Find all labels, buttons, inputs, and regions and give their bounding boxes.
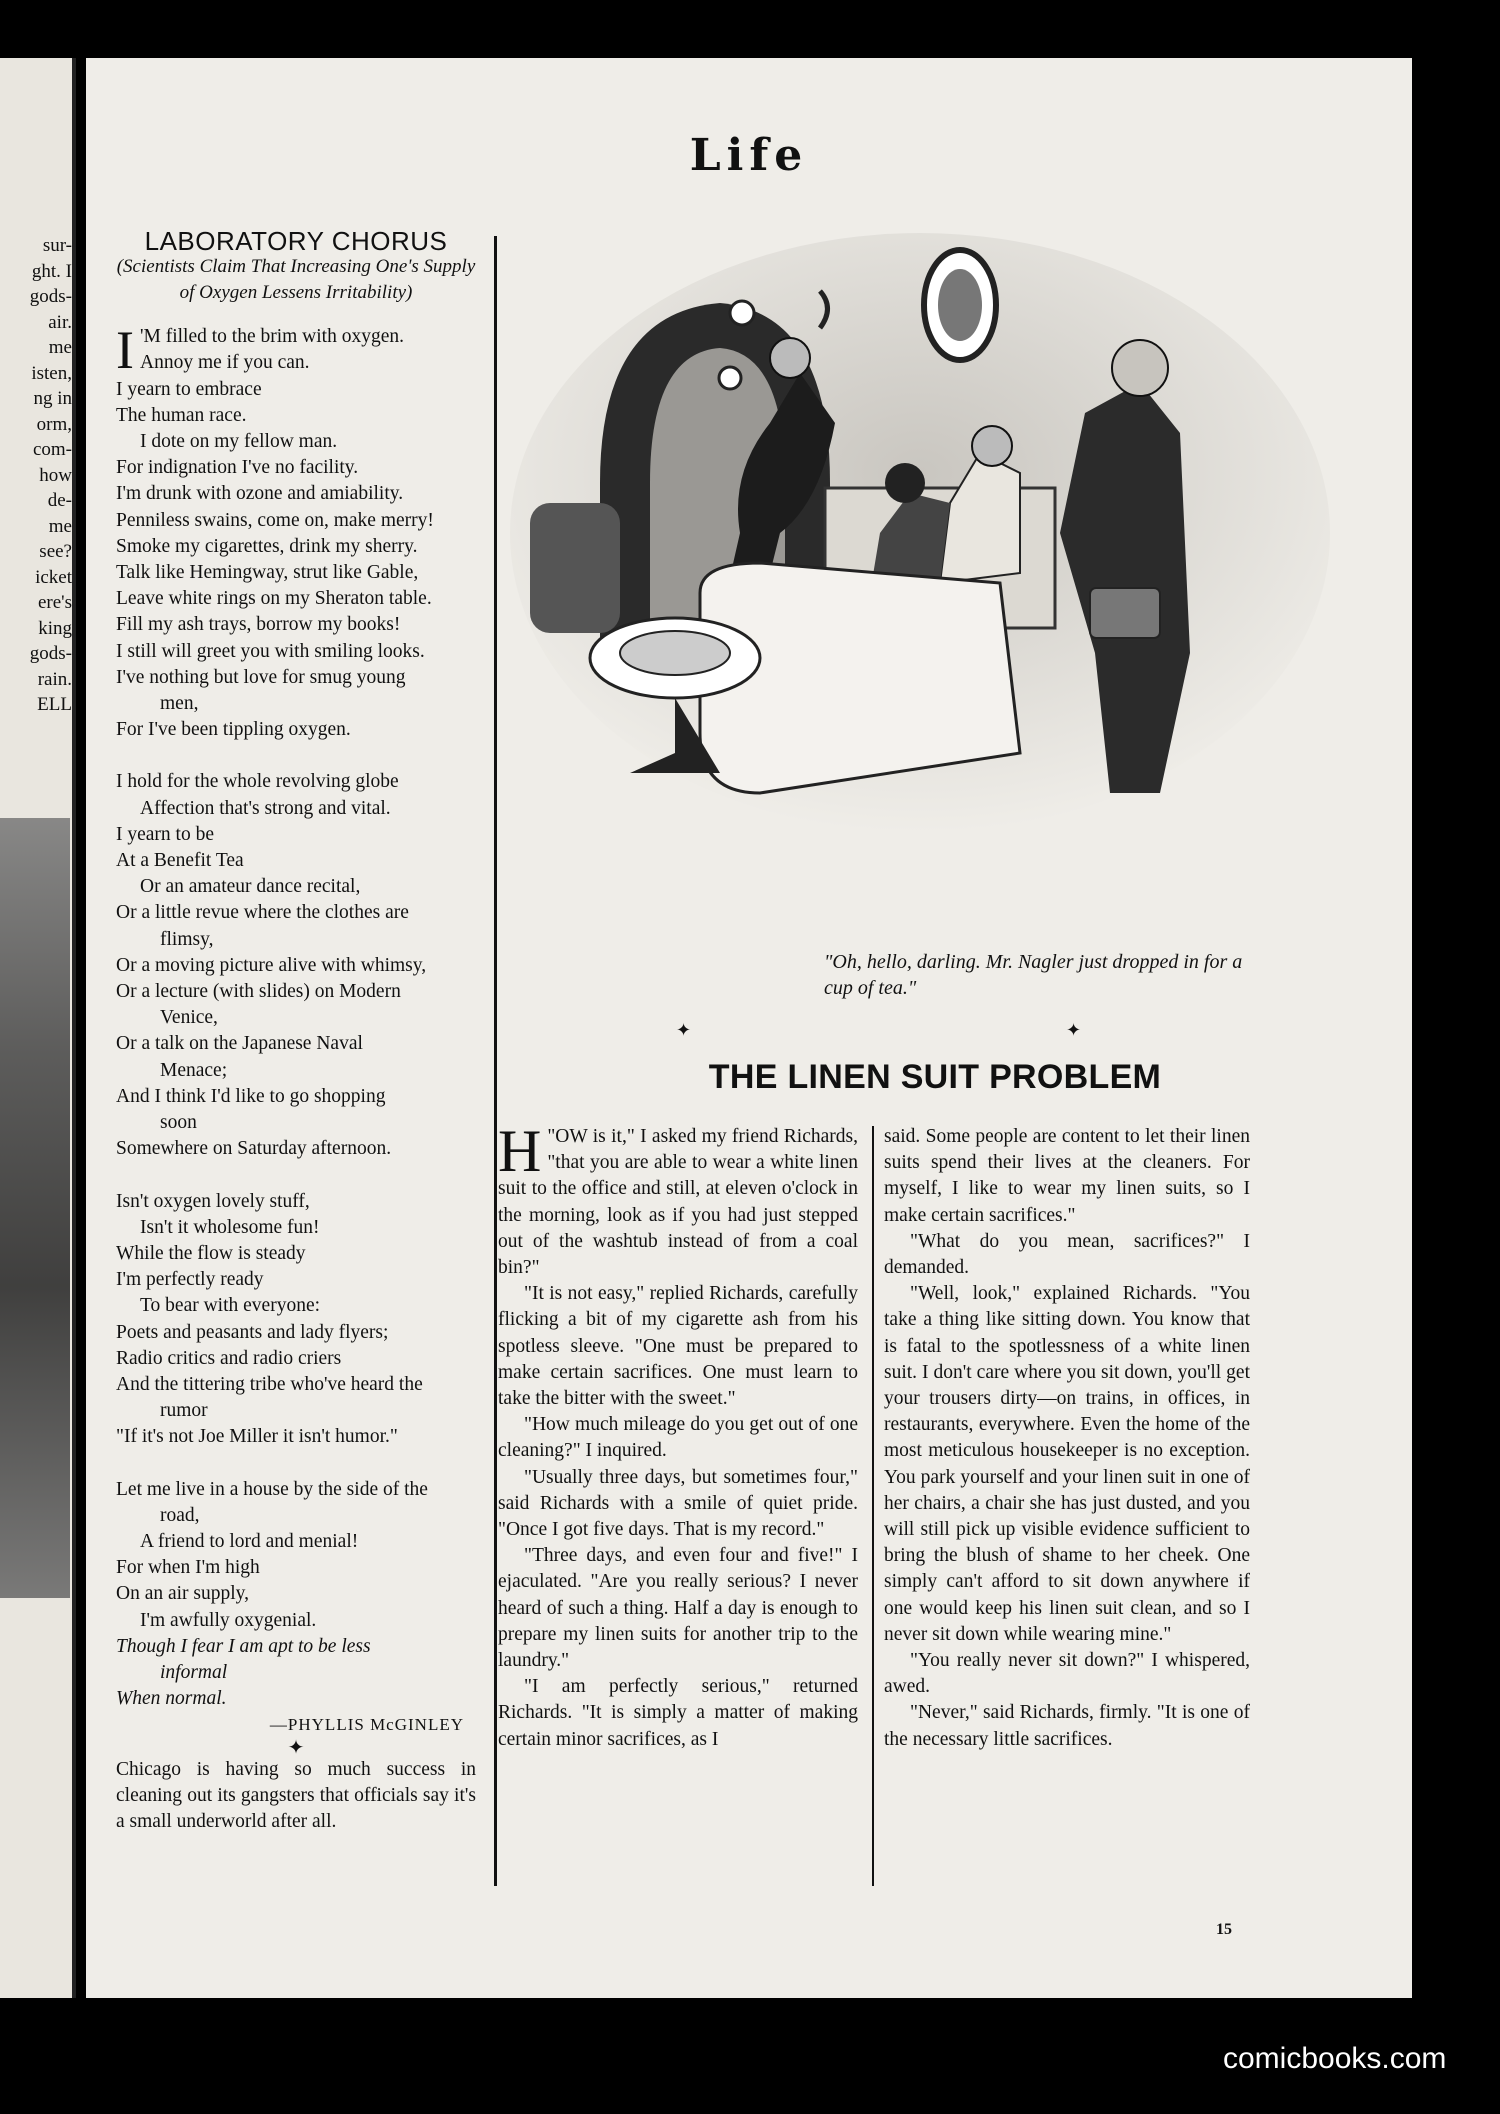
briefcase-icon xyxy=(1090,588,1160,638)
poem-line: I'm awfully oxygenial. xyxy=(140,1609,317,1631)
poem-line: Menace; xyxy=(160,1059,228,1081)
poem-line: I still will greet you with smiling looks. xyxy=(116,640,425,662)
poem-line: rumor xyxy=(160,1400,208,1422)
poem-line: To bear with everyone: xyxy=(140,1295,321,1317)
masthead: Life xyxy=(689,130,809,181)
drop-cap: I xyxy=(116,320,134,381)
article-paragraph: "Well, look," explained Richards. "You take a thing like sitting down. You know that is fatal to the spotlessness of a white linen suit. I don't care where you sit down, you'll get your trousers dirty—on trains, in offices, in restaurants, everywhere. Even the home of the most meticulous housekeeper is no exception. You park yourself and your linen suit in one of her chairs, a chair she has just dusted, and you will still pick up visible evidence sufficient to bring the blush of shame to her cheek. One simply can't afford to sit down anywhere if one would keep his linen suit clean, and so I never sit down while wearing mine." xyxy=(884,1283,1250,1645)
poem-line: I hold for the whole revolving globe xyxy=(116,771,399,793)
poem-line: I've nothing but love for smug young xyxy=(116,666,406,688)
fragment-line: ELL xyxy=(37,694,72,715)
poem-author: —PHYLLIS McGINLEY xyxy=(269,1715,464,1735)
poem-line: For indignation I've no facility. xyxy=(116,457,359,479)
poem-line: Isn't oxygen lovely stuff, xyxy=(116,1190,310,1212)
poem-line: Though I fear I am apt to be less xyxy=(116,1635,371,1657)
article-paragraph: "You really never sit down?" I whispered, awed. xyxy=(884,1650,1250,1698)
facing-page-edge xyxy=(0,58,76,1998)
facing-page-illustration xyxy=(0,818,70,1598)
article-title: THE LINEN SUIT PROBLEM xyxy=(708,1058,1162,1096)
article-paragraph: "I am perfectly serious," returned Richards. "It is simply a matter of making certain minor sacrifices, as I xyxy=(498,1676,858,1750)
fragment-line: ght. I xyxy=(31,260,72,282)
ornament: ✦ xyxy=(1066,1020,1082,1040)
article-paragraph xyxy=(498,1118,858,1281)
poem-line: "If it's not Joe Miller it isn't humor." xyxy=(116,1426,398,1448)
poem-subtitle: (Scientists Claim That Increasing One's Supply of Oxygen Lessens Irritability) xyxy=(116,256,476,304)
poem-line: I yearn to be xyxy=(116,823,214,845)
column-rule xyxy=(494,236,497,1886)
fragment-line: ere's xyxy=(37,592,72,613)
watermark: comicbooks.com xyxy=(1223,2042,1447,2075)
poem-line: Or a lecture (with slides) on Modern xyxy=(116,981,401,1003)
poem-line: Let me live in a house by the side of the xyxy=(116,1478,428,1500)
poem-line: Isn't it wholesome fun! xyxy=(140,1216,320,1238)
article-paragraph: "Never," said Richards, firmly. "It is one of the necessary little sacrifices. xyxy=(884,1702,1250,1750)
poem-line: And the tittering tribe who've heard the xyxy=(116,1373,423,1395)
poem-line: Leave white rings on my Sheraton table. xyxy=(116,588,432,610)
poem-line: When normal. xyxy=(116,1688,227,1710)
ornament: ✦ xyxy=(287,1736,305,1759)
poem-title: LABORATORY CHORUS xyxy=(144,226,448,256)
drop-cap: H xyxy=(498,1118,542,1184)
article-paragraph: "Usually three days, but sometimes four," said Richards with a smile of quiet pride. "Once I got five days. That is my record." xyxy=(498,1466,858,1541)
article-paragraph: "It is not easy," replied Richards, carefully flicking a bit of my cigarette ash from his spotless sleeve. "One must be prepared to make certain sacrifices. One must learn to take the bitter with the sweet." xyxy=(498,1283,858,1410)
poem-line: I dote on my fellow man. xyxy=(140,431,338,453)
ornament: ✦ xyxy=(676,1020,692,1040)
article-paragraph: "Three days, and even four and five!" I ejaculated. "Are you really serious? I never heard of such a thing. Half a day is enough to prepare my linen suits for another trip to the laundry." xyxy=(498,1545,858,1672)
poem-line: Somewhere on Saturday afternoon. xyxy=(116,1138,392,1160)
poem-line: And I think I'd like to go shopping xyxy=(116,1085,386,1107)
column-rule xyxy=(872,1126,874,1886)
poem-line: I yearn to embrace xyxy=(116,378,262,400)
poem-stanzas xyxy=(116,320,476,1712)
stanza-gap xyxy=(116,1163,476,1189)
fragment-line: how xyxy=(39,464,72,486)
fragment-line: com- xyxy=(32,439,72,460)
poem-line: men, xyxy=(160,693,199,715)
fragment-line: see? xyxy=(39,541,72,562)
fragment-line: me xyxy=(48,337,72,358)
poem-line: I'm perfectly ready xyxy=(116,1269,264,1291)
poem-line: Radio critics and radio criers xyxy=(116,1347,342,1369)
cartoon-illustration xyxy=(500,233,1340,1003)
poem-line: Talk like Hemingway, strut like Gable, xyxy=(116,562,419,584)
poem-line: At a Benefit Tea xyxy=(116,850,244,872)
poem-line: Or a moving picture alive with whimsy, xyxy=(116,954,427,976)
fragment-line: isten, xyxy=(31,362,72,384)
poem-line: Poets and peasants and lady flyers; xyxy=(116,1321,389,1343)
poem-line: A friend to lord and menial! xyxy=(140,1530,359,1552)
article-paragraph: "What do you mean, sacrifices?" I demanded. xyxy=(884,1230,1250,1279)
fragment-line: gods- xyxy=(29,643,72,664)
fragment-line: gods- xyxy=(29,286,72,307)
magazine-page xyxy=(86,58,1412,1998)
poem-line: Fill my ash trays, borrow my books! xyxy=(116,614,401,636)
poem-line: Affection that's strong and vital. xyxy=(140,797,391,819)
poem-line: soon xyxy=(160,1112,197,1134)
filler-paragraph: Chicago is having so much success in cleaning out its gangsters that officials say it's a small underworld after all. xyxy=(116,1758,476,1832)
stanza-gap xyxy=(116,743,476,769)
fragment-line: icket xyxy=(35,566,72,588)
poem-line: On an air supply, xyxy=(116,1583,250,1605)
stanza-gap xyxy=(116,1451,476,1477)
poem-line: Smoke my cigarettes, drink my sherry. xyxy=(116,535,418,557)
armchair-icon xyxy=(530,503,620,633)
poem-line: I'm drunk with ozone and amiability. xyxy=(116,483,404,505)
fragment-line: de- xyxy=(47,490,72,511)
poem-line: Or an amateur dance recital, xyxy=(140,876,361,898)
poem-line: For when I'm high xyxy=(116,1557,260,1579)
cartoon-caption: "Oh, hello, darling. Mr. Nagler just dropped in for a cup of tea." xyxy=(824,951,1243,999)
poem-line: Annoy me if you can. xyxy=(140,352,310,374)
poem-line: While the flow is steady xyxy=(116,1242,306,1264)
paragraph-text: "OW is it," I asked my friend Richards, "that you are able to wear a white linen suit to the office and still, at eleven o'clock in the morning, look as if you had just stepped out of the washtub instead of from a coal bin?" xyxy=(498,1126,858,1279)
facing-page-text-fragment xyxy=(2,233,72,718)
fragment-line: me xyxy=(48,515,72,537)
article-column-2 xyxy=(884,1124,1250,1753)
poem-column xyxy=(116,228,476,1835)
fragment-line: rain. xyxy=(37,668,72,690)
fragment-line: ng in xyxy=(33,388,72,409)
poem-line: Penniless swains, come on, make merry! xyxy=(116,509,434,531)
article-column-1 xyxy=(498,1118,858,1753)
article-paragraph: said. Some people are content to let their linen suits spend their lives at the cleaners. For myself, I like to wear my linen suits, so I make certain sacrifices." xyxy=(884,1126,1250,1226)
poem-line: informal xyxy=(160,1661,228,1683)
fragment-line: sur- xyxy=(42,235,72,256)
poem-line: Or a little revue where the clothes are xyxy=(116,902,409,924)
poem-line: flimsy, xyxy=(160,928,214,950)
poem-line-text: 'M filled to the brim with oxygen. xyxy=(139,326,405,348)
poem-line: Or a talk on the Japanese Naval xyxy=(116,1033,363,1055)
fragment-line: air. xyxy=(48,311,72,333)
poem-line: road, xyxy=(160,1504,200,1526)
page-number: 15 xyxy=(1216,1921,1232,1938)
poem-line: For I've been tippling oxygen. xyxy=(116,719,351,741)
poem-line: The human race. xyxy=(116,404,247,426)
poem-line: Venice, xyxy=(160,1007,218,1029)
article-paragraph: "How much mileage do you get out of one cleaning?" I inquired. xyxy=(498,1414,858,1462)
fragment-line: king xyxy=(38,617,72,639)
fragment-line: orm, xyxy=(36,413,72,435)
